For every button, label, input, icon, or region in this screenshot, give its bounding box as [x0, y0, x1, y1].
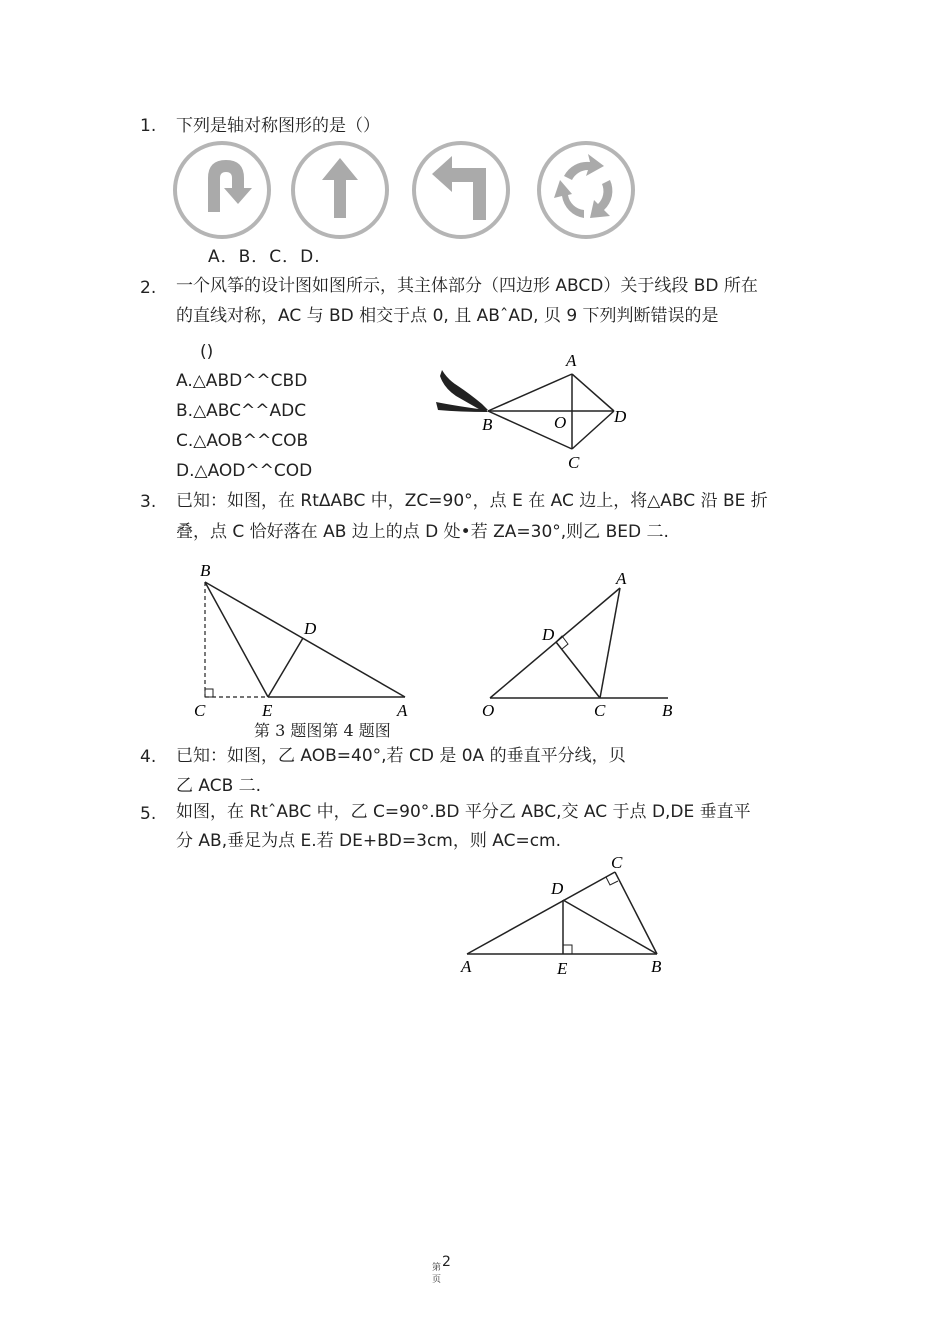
q1-text: 下列是轴对称图形的是（） [176, 116, 380, 136]
fig3-triangle [190, 562, 430, 722]
fig4-angle [478, 562, 698, 722]
recycle-arrows-icon [539, 143, 633, 237]
q5-line2: 分 AB,垂足为点 E.若 DE+BD=3cm，则 AC=cm. [176, 831, 562, 851]
fig4-label-a: A [616, 569, 627, 588]
fig3-label-b: B [200, 561, 211, 580]
q4-number: 4. [140, 747, 157, 767]
kite-label-c: C [568, 453, 580, 472]
q1-options: A．B．C．D. [208, 247, 321, 267]
q3-line1: 已知：如图，在 RtΔABC 中，ZC=90°，点 E 在 AC 边上，将△ABC 沿 BE 折 [176, 491, 768, 511]
q4-line1: 已知：如图，乙 AOB=40°,若 CD 是 0A 的垂直平分线，贝 [176, 746, 626, 766]
fig3-label-e: E [262, 701, 273, 720]
left-turn-icon [414, 143, 508, 237]
up-arrow-icon [293, 143, 387, 237]
kite-label-d: D [614, 407, 627, 426]
fig5-label-e: E [557, 959, 568, 978]
q2-option-a: A.△ABD^^CBD [176, 371, 308, 391]
q2-option-d: D.△AOD^^COD [176, 461, 313, 481]
footer-suffix: 页 [432, 1275, 442, 1285]
fig4-label-c: C [594, 701, 606, 720]
footer-prefix: 第 [432, 1263, 442, 1273]
q2-line1: 一个风筝的设计图如图所示，其主体部分（四边形 ABCD）关于线段 BD 所在 [176, 276, 758, 296]
q3-number: 3. [140, 492, 157, 512]
fig3-label-a: A [397, 701, 408, 720]
fig4-label-d: D [542, 625, 555, 644]
fig4-label-o: O [482, 701, 495, 720]
fig5-triangle [455, 848, 685, 988]
fig4-label-b: B [662, 701, 673, 720]
q2-line2: 的直线对称，AC 与 BD 相交于点 0, 且 ABˆAD, 贝 9 下列判断错误的是 [176, 306, 719, 326]
q2-paren: () [200, 342, 214, 362]
fig-caption: 第 3 题图第 4 题图 [254, 721, 391, 740]
q5-line1: 如图，在 RtˆABC 中，乙 C=90°.BD 平分乙 ABC,交 AC 于点 D,DE 垂直平 [176, 802, 751, 822]
fig3-label-c: C [194, 701, 206, 720]
fig5-label-a: A [461, 957, 472, 976]
q2-number: 2. [140, 278, 157, 298]
kite-label-o: O [554, 413, 567, 432]
kite-label-a: A [566, 351, 577, 370]
q3-line2: 叠，点 C 恰好落在 AB 边上的点 D 处•若 ZA=30°,则乙 BED 二. [176, 522, 669, 542]
kite-label-b: B [482, 415, 493, 434]
q1-number: 1. [140, 116, 157, 136]
q2-option-b: B.△ABC^^ADC [176, 401, 307, 421]
page-number: 2 [442, 1254, 451, 1270]
q1-figures [170, 140, 640, 250]
fig3-label-d: D [304, 619, 317, 638]
q4-line2: 乙 ACB 二. [176, 776, 262, 796]
q5-number: 5. [140, 804, 157, 824]
u-turn-icon [175, 143, 269, 237]
kite-figure [430, 350, 650, 470]
q2-option-c: C.△AOB^^COB [176, 431, 309, 451]
fig5-label-d: D [551, 879, 564, 898]
fig5-label-c: C [611, 853, 623, 872]
fig5-label-b: B [651, 957, 662, 976]
